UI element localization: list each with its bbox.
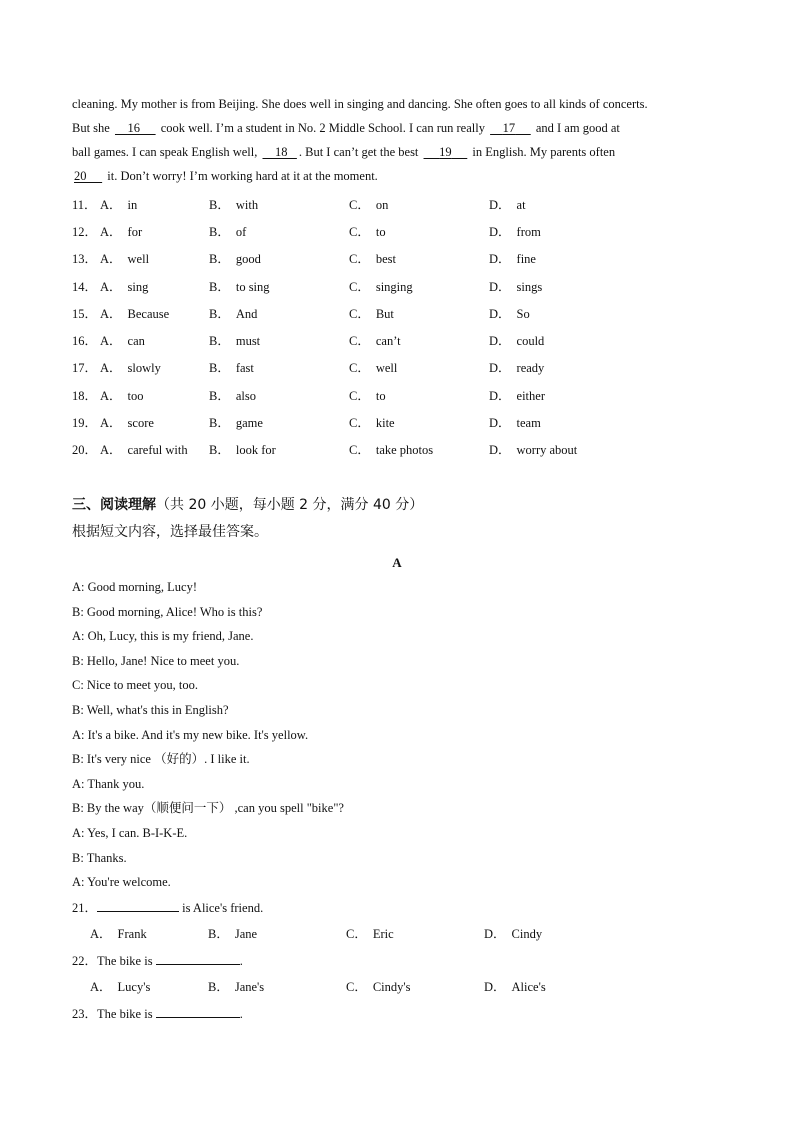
dialogue	[72, 575, 722, 895]
option-d[interactable]	[489, 440, 609, 458]
passage-text: and I am good at	[532, 121, 620, 135]
question-number: 13．	[72, 252, 98, 267]
option-letter: C．	[349, 416, 370, 431]
option-c[interactable]	[349, 440, 489, 458]
option-b[interactable]	[209, 304, 349, 322]
option-letter: D．	[489, 388, 511, 403]
option-text: Because	[127, 306, 170, 321]
question-number: 14．	[72, 279, 98, 294]
option-c[interactable]	[346, 921, 484, 948]
option-text: kite	[375, 416, 395, 431]
dialogue-line: B: It's very nice （好的）. I like it.	[72, 752, 250, 767]
option-d[interactable]	[489, 249, 609, 267]
question-number: 20．	[72, 443, 98, 458]
blank-number: 20	[74, 169, 87, 183]
option-text: singing	[375, 279, 413, 294]
option-text: could	[516, 334, 545, 349]
option-text: can’t	[375, 334, 401, 349]
option-text: Cindy	[511, 926, 543, 941]
option-b[interactable]	[209, 222, 349, 240]
option-text: for	[127, 224, 143, 239]
option-text: sing	[127, 279, 149, 294]
option-d[interactable]	[489, 277, 609, 295]
option-letter: B．	[208, 979, 229, 994]
option-letter: A．	[100, 252, 122, 267]
option-text: look for	[235, 443, 276, 458]
option-b[interactable]	[209, 413, 349, 431]
blank-number: 16	[127, 121, 140, 135]
section-note: （共 20 小题，每小题 2 分，满分 40 分）	[156, 496, 424, 513]
option-b[interactable]	[209, 249, 349, 267]
answer-blank[interactable]	[97, 899, 179, 912]
option-letter: A．	[100, 361, 122, 376]
option-a[interactable]	[100, 304, 209, 322]
question-row	[72, 354, 722, 381]
dialogue-line: B: Thanks.	[72, 850, 127, 865]
section-instruction: 根据短文内容，选择最佳答案。	[72, 523, 268, 540]
option-c[interactable]	[349, 304, 489, 322]
option-text: too	[127, 388, 144, 403]
passage-text: But she	[72, 121, 113, 135]
option-letter: B．	[209, 388, 230, 403]
option-c[interactable]	[349, 249, 489, 267]
option-a[interactable]	[100, 331, 209, 349]
passage-line-4	[72, 164, 722, 188]
option-text: sings	[516, 279, 543, 294]
option-text: from	[516, 224, 541, 239]
option-letter: A．	[100, 443, 122, 458]
option-c[interactable]	[349, 331, 489, 349]
option-text: ready	[516, 361, 545, 376]
option-letter: A．	[100, 334, 122, 349]
option-b[interactable]	[209, 277, 349, 295]
option-c[interactable]	[349, 277, 489, 295]
answer-blank[interactable]	[156, 1005, 240, 1018]
question-row	[72, 190, 722, 217]
option-d[interactable]	[489, 413, 609, 431]
question-22	[72, 948, 722, 974]
blank-18	[261, 140, 299, 164]
option-text: fast	[235, 361, 254, 376]
question-21	[72, 895, 722, 921]
dialogue-line: B: Hello, Jane! Nice to meet you.	[72, 653, 240, 668]
passage-line-2	[72, 116, 722, 140]
option-letter: C．	[349, 279, 370, 294]
question-text: is Alice's friend.	[179, 900, 264, 915]
option-text: to	[375, 224, 386, 239]
question-number: 23．	[72, 1006, 98, 1021]
option-text: at	[516, 197, 526, 212]
option-text: Alice's	[511, 979, 546, 994]
option-text: to	[375, 388, 386, 403]
option-d[interactable]	[484, 921, 602, 948]
option-letter: B．	[209, 224, 230, 239]
blank-number: 17	[502, 121, 516, 135]
option-text: But	[375, 306, 394, 321]
option-text: Frank	[117, 926, 147, 941]
option-a[interactable]	[100, 386, 209, 404]
option-text: worry about	[516, 443, 578, 458]
option-d[interactable]	[489, 386, 609, 404]
option-letter: B．	[209, 361, 230, 376]
option-letter: A．	[100, 224, 122, 239]
option-text: in	[127, 197, 138, 212]
option-b[interactable]	[209, 440, 349, 458]
option-letter: B．	[209, 197, 230, 212]
option-d[interactable]	[484, 974, 602, 1001]
option-letter: B．	[209, 443, 230, 458]
option-letter: D．	[484, 926, 506, 941]
option-letter: C．	[349, 388, 370, 403]
option-text: best	[375, 252, 396, 267]
option-text: also	[235, 388, 256, 403]
question-text: .	[239, 953, 243, 968]
question-row	[72, 245, 722, 272]
option-c[interactable]	[346, 974, 484, 1001]
question-text: The bike is	[97, 953, 156, 968]
option-letter: D．	[489, 334, 511, 349]
option-b[interactable]	[208, 974, 346, 1001]
option-text: on	[375, 197, 389, 212]
option-letter: D．	[489, 416, 511, 431]
blank-16	[113, 116, 158, 140]
option-letter: C．	[349, 334, 370, 349]
option-text: team	[516, 416, 541, 431]
option-text: of	[235, 224, 247, 239]
option-letter: B．	[209, 334, 230, 349]
question-number: 11．	[72, 197, 97, 212]
reading-questions	[72, 895, 722, 1027]
option-letter: D．	[489, 224, 511, 239]
option-a[interactable]	[100, 440, 209, 458]
question-number: 16．	[72, 334, 98, 349]
option-c[interactable]	[349, 195, 489, 213]
option-letter: A．	[90, 926, 112, 941]
option-letter: D．	[484, 979, 506, 994]
option-d[interactable]	[489, 304, 609, 322]
option-a[interactable]	[100, 222, 209, 240]
option-letter: C．	[346, 979, 367, 994]
option-text: So	[516, 306, 530, 321]
option-text: must	[235, 334, 261, 349]
question-text: .	[239, 1006, 243, 1021]
question-text: The bike is	[97, 1006, 156, 1021]
dialogue-line: A: Thank you.	[72, 776, 145, 791]
option-a[interactable]	[100, 358, 209, 376]
blank-20	[72, 164, 104, 188]
option-letter: B．	[209, 306, 230, 321]
section-title: 三、阅读理解	[72, 496, 156, 513]
passage-label: A	[392, 554, 402, 570]
option-a[interactable]	[100, 277, 209, 295]
option-text: Jane's	[234, 979, 265, 994]
option-letter: D．	[489, 361, 511, 376]
option-d[interactable]	[489, 358, 609, 376]
question-21-options	[72, 921, 722, 948]
option-text: either	[516, 388, 545, 403]
option-text: score	[127, 416, 154, 431]
question-row	[72, 272, 722, 299]
question-number: 18．	[72, 388, 98, 403]
option-c[interactable]	[349, 386, 489, 404]
answer-blank[interactable]	[156, 952, 240, 965]
option-letter: A．	[100, 279, 122, 294]
option-letter: A．	[100, 197, 122, 212]
question-row	[72, 299, 722, 326]
option-letter: B．	[209, 252, 230, 267]
option-letter: A．	[90, 979, 112, 994]
option-text: Lucy's	[117, 979, 151, 994]
dialogue-line: C: Nice to meet you, too.	[72, 678, 199, 693]
option-letter: A．	[100, 306, 122, 321]
option-text: game	[235, 416, 263, 431]
option-text: slowly	[127, 361, 161, 376]
option-text: careful with	[127, 443, 188, 458]
option-letter: D．	[489, 252, 511, 267]
option-letter: D．	[489, 306, 511, 321]
dialogue-line: B: Well, what's this in English?	[72, 702, 229, 717]
option-letter: D．	[489, 279, 511, 294]
question-22-options	[72, 974, 722, 1001]
option-letter: B．	[208, 926, 229, 941]
dialogue-line: A: Oh, Lucy, this is my friend, Jane.	[72, 629, 254, 644]
passage-line-1: cleaning. My mother is from Beijing. She does well in singing and dancing. She often goes to all kinds of concerts.	[72, 97, 648, 111]
question-number: 22．	[72, 953, 98, 968]
option-a[interactable]	[100, 249, 209, 267]
question-number: 19．	[72, 416, 98, 431]
dialogue-line: B: Good morning, Alice! Who is this?	[72, 604, 263, 619]
option-a[interactable]	[90, 974, 208, 1001]
question-number: 15．	[72, 306, 98, 321]
question-row	[72, 436, 722, 463]
passage-text: ball games. I can speak English well,	[72, 145, 261, 159]
option-text: Cindy's	[372, 979, 411, 994]
question-row	[72, 217, 722, 244]
option-letter: C．	[346, 926, 367, 941]
dialogue-line: A: Yes, I can. B-I-K-E.	[72, 825, 188, 840]
option-letter: C．	[349, 224, 370, 239]
option-text: And	[235, 306, 258, 321]
dialogue-line: A: Good morning, Lucy!	[72, 579, 197, 594]
question-row	[72, 381, 722, 408]
blank-number: 18	[275, 145, 288, 159]
blank-number: 19	[439, 145, 452, 159]
option-text: can	[127, 334, 145, 349]
option-a[interactable]	[90, 921, 208, 948]
question-23	[72, 1001, 722, 1027]
passage-text: cook well. I’m a student in No. 2 Middle School. I can run really	[157, 121, 489, 135]
question-number: 17．	[72, 361, 98, 376]
option-b[interactable]	[209, 195, 349, 213]
option-a[interactable]	[100, 195, 209, 213]
option-text: good	[235, 252, 261, 267]
blank-19	[422, 140, 470, 164]
option-letter: D．	[489, 197, 511, 212]
dialogue-line: A: It's a bike. And it's my new bike. It's yellow.	[72, 727, 309, 742]
option-letter: C．	[349, 443, 370, 458]
passage-text: it. Don’t worry! I’m working hard at it at the moment.	[104, 169, 378, 183]
question-number: 12．	[72, 224, 98, 239]
option-d[interactable]	[489, 195, 609, 213]
cloze-options	[72, 190, 722, 463]
option-text: with	[235, 197, 259, 212]
option-a[interactable]	[100, 413, 209, 431]
option-d[interactable]	[489, 331, 609, 349]
option-text: Eric	[372, 926, 394, 941]
option-c[interactable]	[349, 358, 489, 376]
cloze-passage	[72, 92, 722, 188]
option-text: well	[127, 252, 150, 267]
option-letter: C．	[349, 306, 370, 321]
section-heading	[72, 491, 722, 519]
option-c[interactable]	[349, 413, 489, 431]
option-b[interactable]	[208, 921, 346, 948]
option-text: well	[375, 361, 398, 376]
passage-text: in English. My parents often	[469, 145, 616, 159]
option-b[interactable]	[209, 331, 349, 349]
dialogue-line: B: By the way（顺便问一下） ,can you spell "bike"?	[72, 801, 344, 816]
passage-line-3	[72, 140, 722, 164]
option-letter: B．	[209, 279, 230, 294]
option-text: take photos	[375, 443, 434, 458]
option-d[interactable]	[489, 222, 609, 240]
question-row	[72, 326, 722, 353]
option-letter: C．	[349, 252, 370, 267]
option-letter: C．	[349, 361, 370, 376]
dialogue-line: A: You're welcome.	[72, 875, 171, 890]
option-letter: C．	[349, 197, 370, 212]
option-c[interactable]	[349, 222, 489, 240]
option-text: Jane	[234, 926, 258, 941]
question-number: 21．	[72, 900, 98, 915]
option-letter: D．	[489, 443, 511, 458]
option-letter: A．	[100, 388, 122, 403]
exam-page	[72, 92, 722, 1027]
option-text: fine	[516, 252, 536, 267]
blank-17	[488, 116, 533, 140]
option-b[interactable]	[209, 386, 349, 404]
option-letter: B．	[209, 416, 230, 431]
option-letter: A．	[100, 416, 122, 431]
passage-text: . But I can’t get the best	[298, 145, 422, 159]
question-row	[72, 408, 722, 435]
option-text: to sing	[235, 279, 270, 294]
option-b[interactable]	[209, 358, 349, 376]
